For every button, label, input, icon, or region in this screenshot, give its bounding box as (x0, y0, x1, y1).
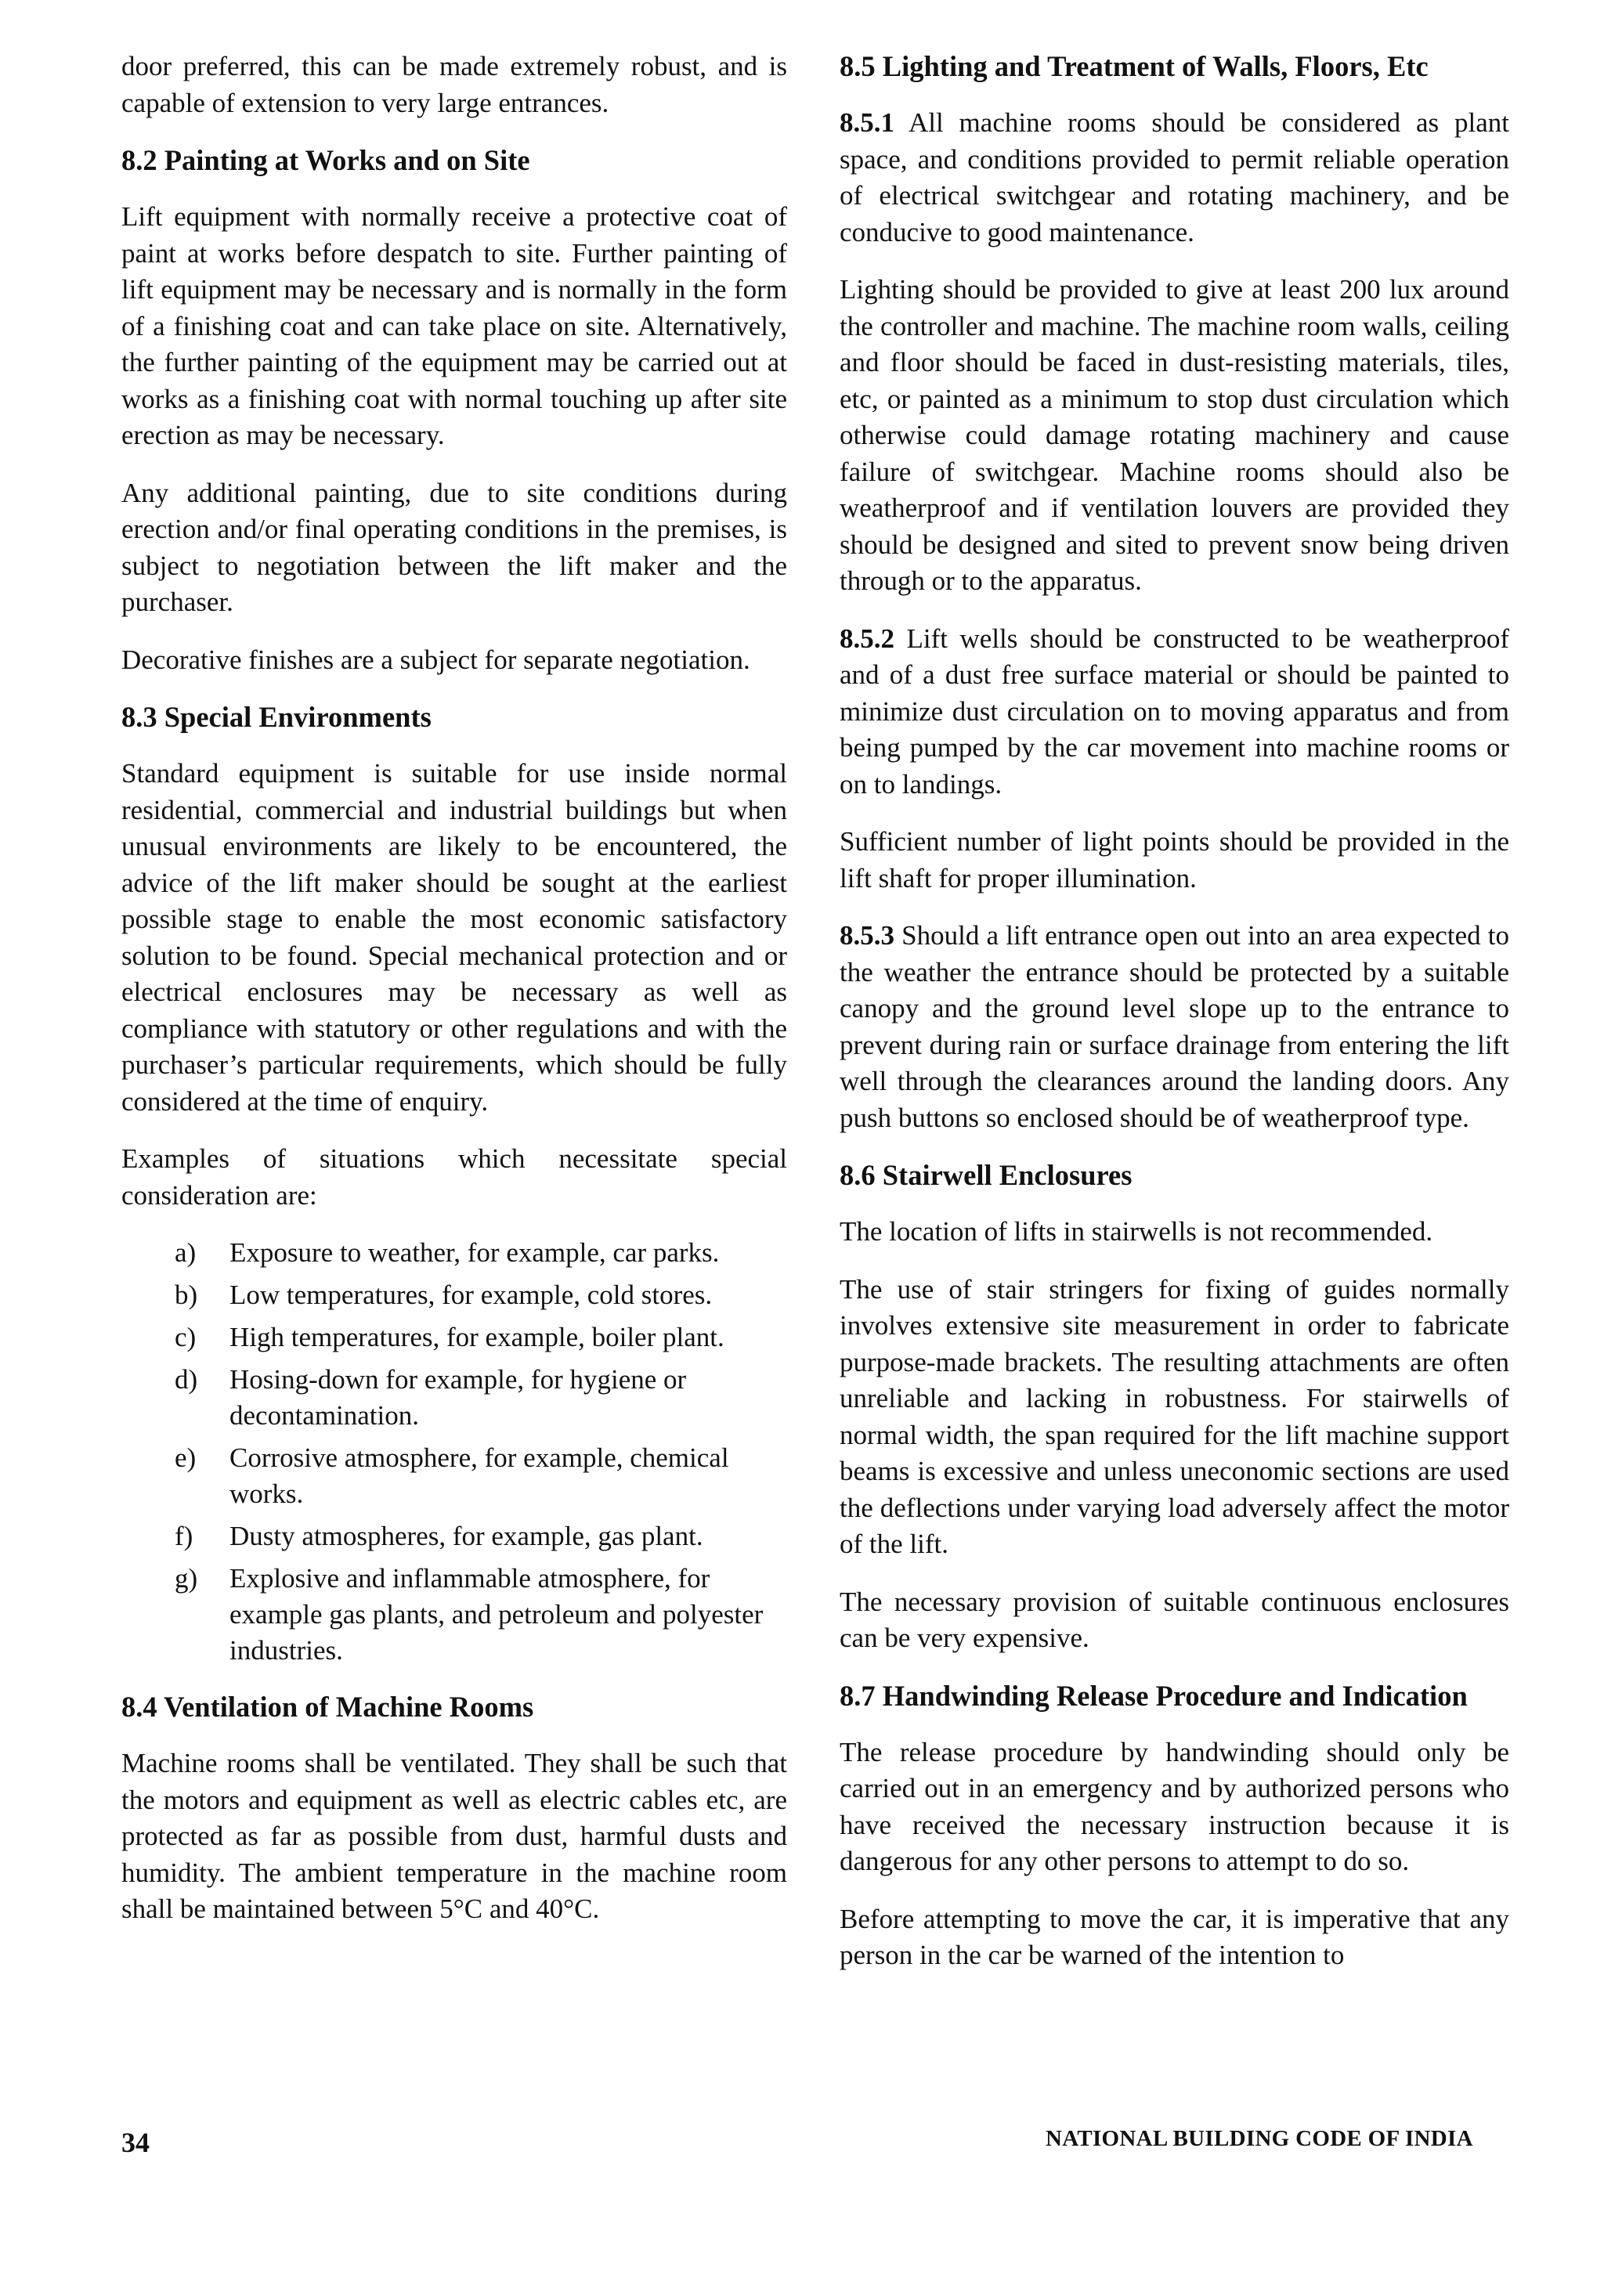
paragraph-8-6-c: The necessary provision of suitable continuous enclosures can be very expensive. (840, 1586, 1509, 1653)
paragraph-8-5-1: 8.5.1 All machine rooms should be considered as plant space, and conditions provided to permit reliable operation of electrical switchgear and rotating machinery, and be conducive to good maintenance. (840, 107, 1509, 247)
list-item: c) High temperatures, for example, boiler plant. (175, 1322, 724, 1352)
heading-8-4: 8.4 Ventilation of Machine Rooms (121, 1691, 534, 1723)
clause-number: 8.5.2 (840, 623, 894, 654)
paragraph-8-6-a: The location of lifts in stairwells is not recommended. (840, 1216, 1433, 1247)
list-item: d) Hosing-down for example, for hygiene or decontamination. (175, 1364, 687, 1431)
list-item: a) Exposure to weather, for example, car parks. (175, 1237, 720, 1268)
heading-8-5: 8.5 Lighting and Treatment of Walls, Floors, Etc (840, 50, 1429, 82)
heading-8-2: 8.2 Painting at Works and on Site (121, 144, 530, 176)
list-item: f) Dusty atmospheres, for example, gas plant. (175, 1521, 703, 1551)
heading-8-6: 8.6 Stairwell Enclosures (840, 1159, 1133, 1191)
right-column (840, 49, 1509, 1995)
clause-number: 8.5.1 (840, 107, 894, 138)
publication-title: NATIONAL BUILDING CODE OF INDIA (1046, 2126, 1473, 2151)
heading-8-3: 8.3 Special Environments (121, 701, 432, 733)
paragraph-8-3-a: Standard equipment is suitable for use inside normal residential, commercial and industrial buildings but when unusual environments are likely to be encountered, the advice of the lift maker should be sought at the earliest possible stage to enable the most economic satisfactory solution to be found. Special mechanical protection and or electrical enclosures may be necessary as well as compliance with statutory or other regulations and with the purchaser’s particular requirements, which should be fully considered at the time of enquiry. (121, 758, 787, 1117)
paragraph-8-5-3: 8.5.3 Should a lift entrance open out into an area expected to the weather the entrance should be protected by a suitable canopy and the ground level slope up to the entrance to prevent during rain or surface drainage from entering the lift well through the clearances around the landing doors. Any push buttons so enclosed should be of weatherproof type. (840, 920, 1509, 1133)
paragraph-8-2-c: Decorative finishes are a subject for separate negotiation. (121, 644, 750, 675)
page-number: 34 (121, 2127, 150, 2158)
list-item: b) Low temperatures, for example, cold stores. (175, 1280, 713, 1310)
paragraph-8-5-1-b: Lighting should be provided to give at least 200 lux around the controller and machine. The machine room walls, ceiling and floor should be faced in dust-resisting materials, tiles, etc, or painted as a minimum to stop dust circulation which otherwise could damage rotating machinery and cause failure of switchgear. Machine rooms should also be weatherproof and if ventilation louvers are provided they should be designed and sited to prevent snow being driven through or to the apparatus. (840, 274, 1509, 596)
paragraph-intro: door preferred, this can be made extremely robust, and is capable of extension to very large entrances. (121, 51, 787, 118)
left-column (121, 49, 787, 1949)
paragraph-8-5-2-b: Sufficient number of light points should be provided in the lift shaft for proper illumination. (840, 826, 1509, 893)
list-item: e) Corrosive atmosphere, for example, chemical works. (175, 1442, 729, 1509)
paragraph-8-2-b: Any additional painting, due to site conditions during erection and/or final operating conditions in the premises, is subject to negotiation between the lift maker and the purchaser. (121, 477, 787, 617)
situations-list (121, 1235, 787, 1669)
paragraph-8-7-b: Before attempting to move the car, it is imperative that any person in the car be warned of the intention to (840, 1903, 1509, 1970)
paragraph-8-2-a: Lift equipment with normally receive a protective coat of paint at works before despatch to site. Further painting of lift equipment may be necessary and is normally in the form of a finishing coat and can take place on site. Alternatively, the further painting of the equipment may be carried out at works as a finishing coat with normal touching up after site erection as may be necessary. (121, 201, 787, 450)
paragraph-8-3-b: Examples of situations which necessitate special consideration are: (121, 1143, 787, 1211)
paragraph-8-4: Machine rooms shall be ventilated. They shall be such that the motors and equipment as well as electric cables etc, are protected as far as possible from dust, harmful dusts and humidity. The ambient temperature in the machine room shall be maintained between 5°C and 40°C. (121, 1748, 787, 1924)
list-item: g) Explosive and inflammable atmosphere, for example gas plants, and petroleum and polyester industries. (175, 1563, 764, 1666)
paragraph-8-7-a: The release procedure by handwinding should only be carried out in an emergency and by authorized persons who have received the necessary instruction because it is dangerous for any other persons to attempt to do so. (840, 1736, 1509, 1876)
paragraph-8-6-b: The use of stair stringers for fixing of guides normally involves extensive site measurement in order to fabricate purpose-made brackets. The resulting attachments are often unreliable and lacking in robustness. For stairwells of normal width, the span required for the lift machine support beams is excessive and unless uneconomic sections are used the deflections under varying load adversely affect the motor of the lift. (840, 1273, 1509, 1559)
clause-number: 8.5.3 (840, 920, 894, 951)
heading-8-7: 8.7 Handwinding Release Procedure and Indication (840, 1679, 1468, 1712)
paragraph-8-5-2: 8.5.2 Lift wells should be constructed to be weatherproof and of a dust free surface material or should be painted to minimize dust circulation on to moving apparatus and from being pumped by the car movement into machine rooms or on to landings. (840, 623, 1509, 800)
